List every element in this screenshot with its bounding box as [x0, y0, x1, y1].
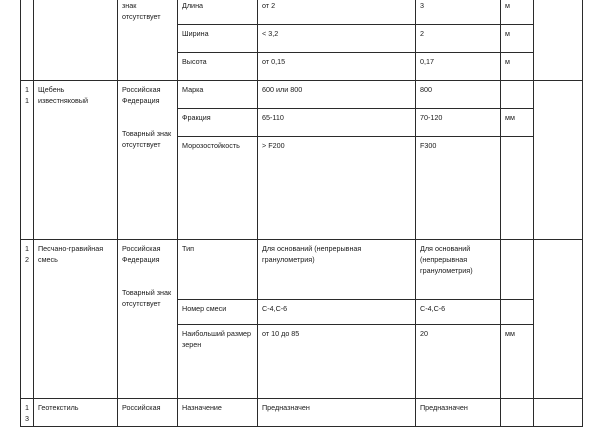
origin-line-2: отсутствует: [122, 12, 161, 21]
cell-parameter: Марка: [178, 81, 258, 109]
cell-unit: [501, 81, 534, 109]
cell-row-number: 13: [21, 399, 34, 427]
cell-parameter: Назначение: [178, 399, 258, 427]
cell-material-name: Геотекстиль: [34, 399, 118, 427]
cell-required-value: 600 или 800: [258, 81, 416, 109]
cell-note: [534, 240, 583, 399]
cell-offered-value: 800: [416, 81, 501, 109]
cell-unit: [501, 137, 534, 240]
cell-unit: [501, 240, 534, 300]
cell-required-value: Предназначен: [258, 399, 416, 427]
cell-material-name: Щебень известняковый: [34, 81, 118, 240]
cell-parameter: Морозостойкость: [178, 137, 258, 240]
origin-country: Российская Федерация: [122, 244, 161, 264]
cell-row-number: 12: [21, 240, 34, 399]
cell-origin: [118, 0, 178, 81]
cell-required-value: от 2: [258, 0, 416, 25]
origin-line-1: знак: [122, 1, 137, 10]
cell-origin: [118, 240, 178, 399]
table-row: [21, 399, 583, 427]
cell-offered-value: 3: [416, 0, 501, 25]
cell-required-value: Для оснований (непрерывная гранулометрия): [258, 240, 416, 300]
cell-offered-value: 20: [416, 325, 501, 399]
origin-country: Российская Федерация: [122, 85, 161, 105]
cell-parameter: Ширина: [178, 25, 258, 53]
cell-unit: м: [501, 25, 534, 53]
cell-material-name: Песчано-гравийная смесь: [34, 240, 118, 399]
cell-required-value: С-4,С-6: [258, 300, 416, 325]
table-row: [21, 240, 583, 300]
cell-unit: м: [501, 0, 534, 25]
cell-origin: Российская: [118, 399, 178, 427]
cell-offered-value: 0,17: [416, 53, 501, 81]
cell-offered-value: 2: [416, 25, 501, 53]
cell-parameter: Номер смеси: [178, 300, 258, 325]
cell-origin: [118, 81, 178, 240]
cell-offered-value: F300: [416, 137, 501, 240]
table-row: [21, 0, 583, 25]
table-row: [21, 81, 583, 109]
cell-offered-value: Предназначен: [416, 399, 501, 427]
cell-unit: мм: [501, 325, 534, 399]
cell-required-value: от 10 до 85: [258, 325, 416, 399]
cell-required-value: < 3,2: [258, 25, 416, 53]
cell-unit: м: [501, 53, 534, 81]
cell-note: [534, 0, 583, 81]
cell-row-number: 11: [21, 81, 34, 240]
cell-required-value: от 0,15: [258, 53, 416, 81]
origin-trademark: Товарный знак отсутствует: [122, 129, 172, 149]
materials-specification-table: [20, 0, 583, 427]
cell-unit: мм: [501, 109, 534, 137]
cell-parameter: Высота: [178, 53, 258, 81]
cell-parameter: Наибольший размер зерен: [178, 325, 258, 399]
origin-trademark: Товарный знак отсутствует: [122, 288, 172, 308]
cell-required-value: 65-110: [258, 109, 416, 137]
cell-note: [534, 81, 583, 240]
cell-parameter: Фракция: [178, 109, 258, 137]
cell-material-name: [34, 0, 118, 81]
cell-offered-value: С-4,С-6: [416, 300, 501, 325]
cell-unit: [501, 300, 534, 325]
cell-offered-value: 70-120: [416, 109, 501, 137]
cell-note: [534, 399, 583, 427]
cell-required-value: > F200: [258, 137, 416, 240]
cell-parameter: Длина: [178, 0, 258, 25]
cell-parameter: Тип: [178, 240, 258, 300]
cell-offered-value: Для оснований (непрерывная гранулометрия): [416, 240, 501, 300]
cell-unit: [501, 399, 534, 427]
cell-row-number: [21, 0, 34, 81]
